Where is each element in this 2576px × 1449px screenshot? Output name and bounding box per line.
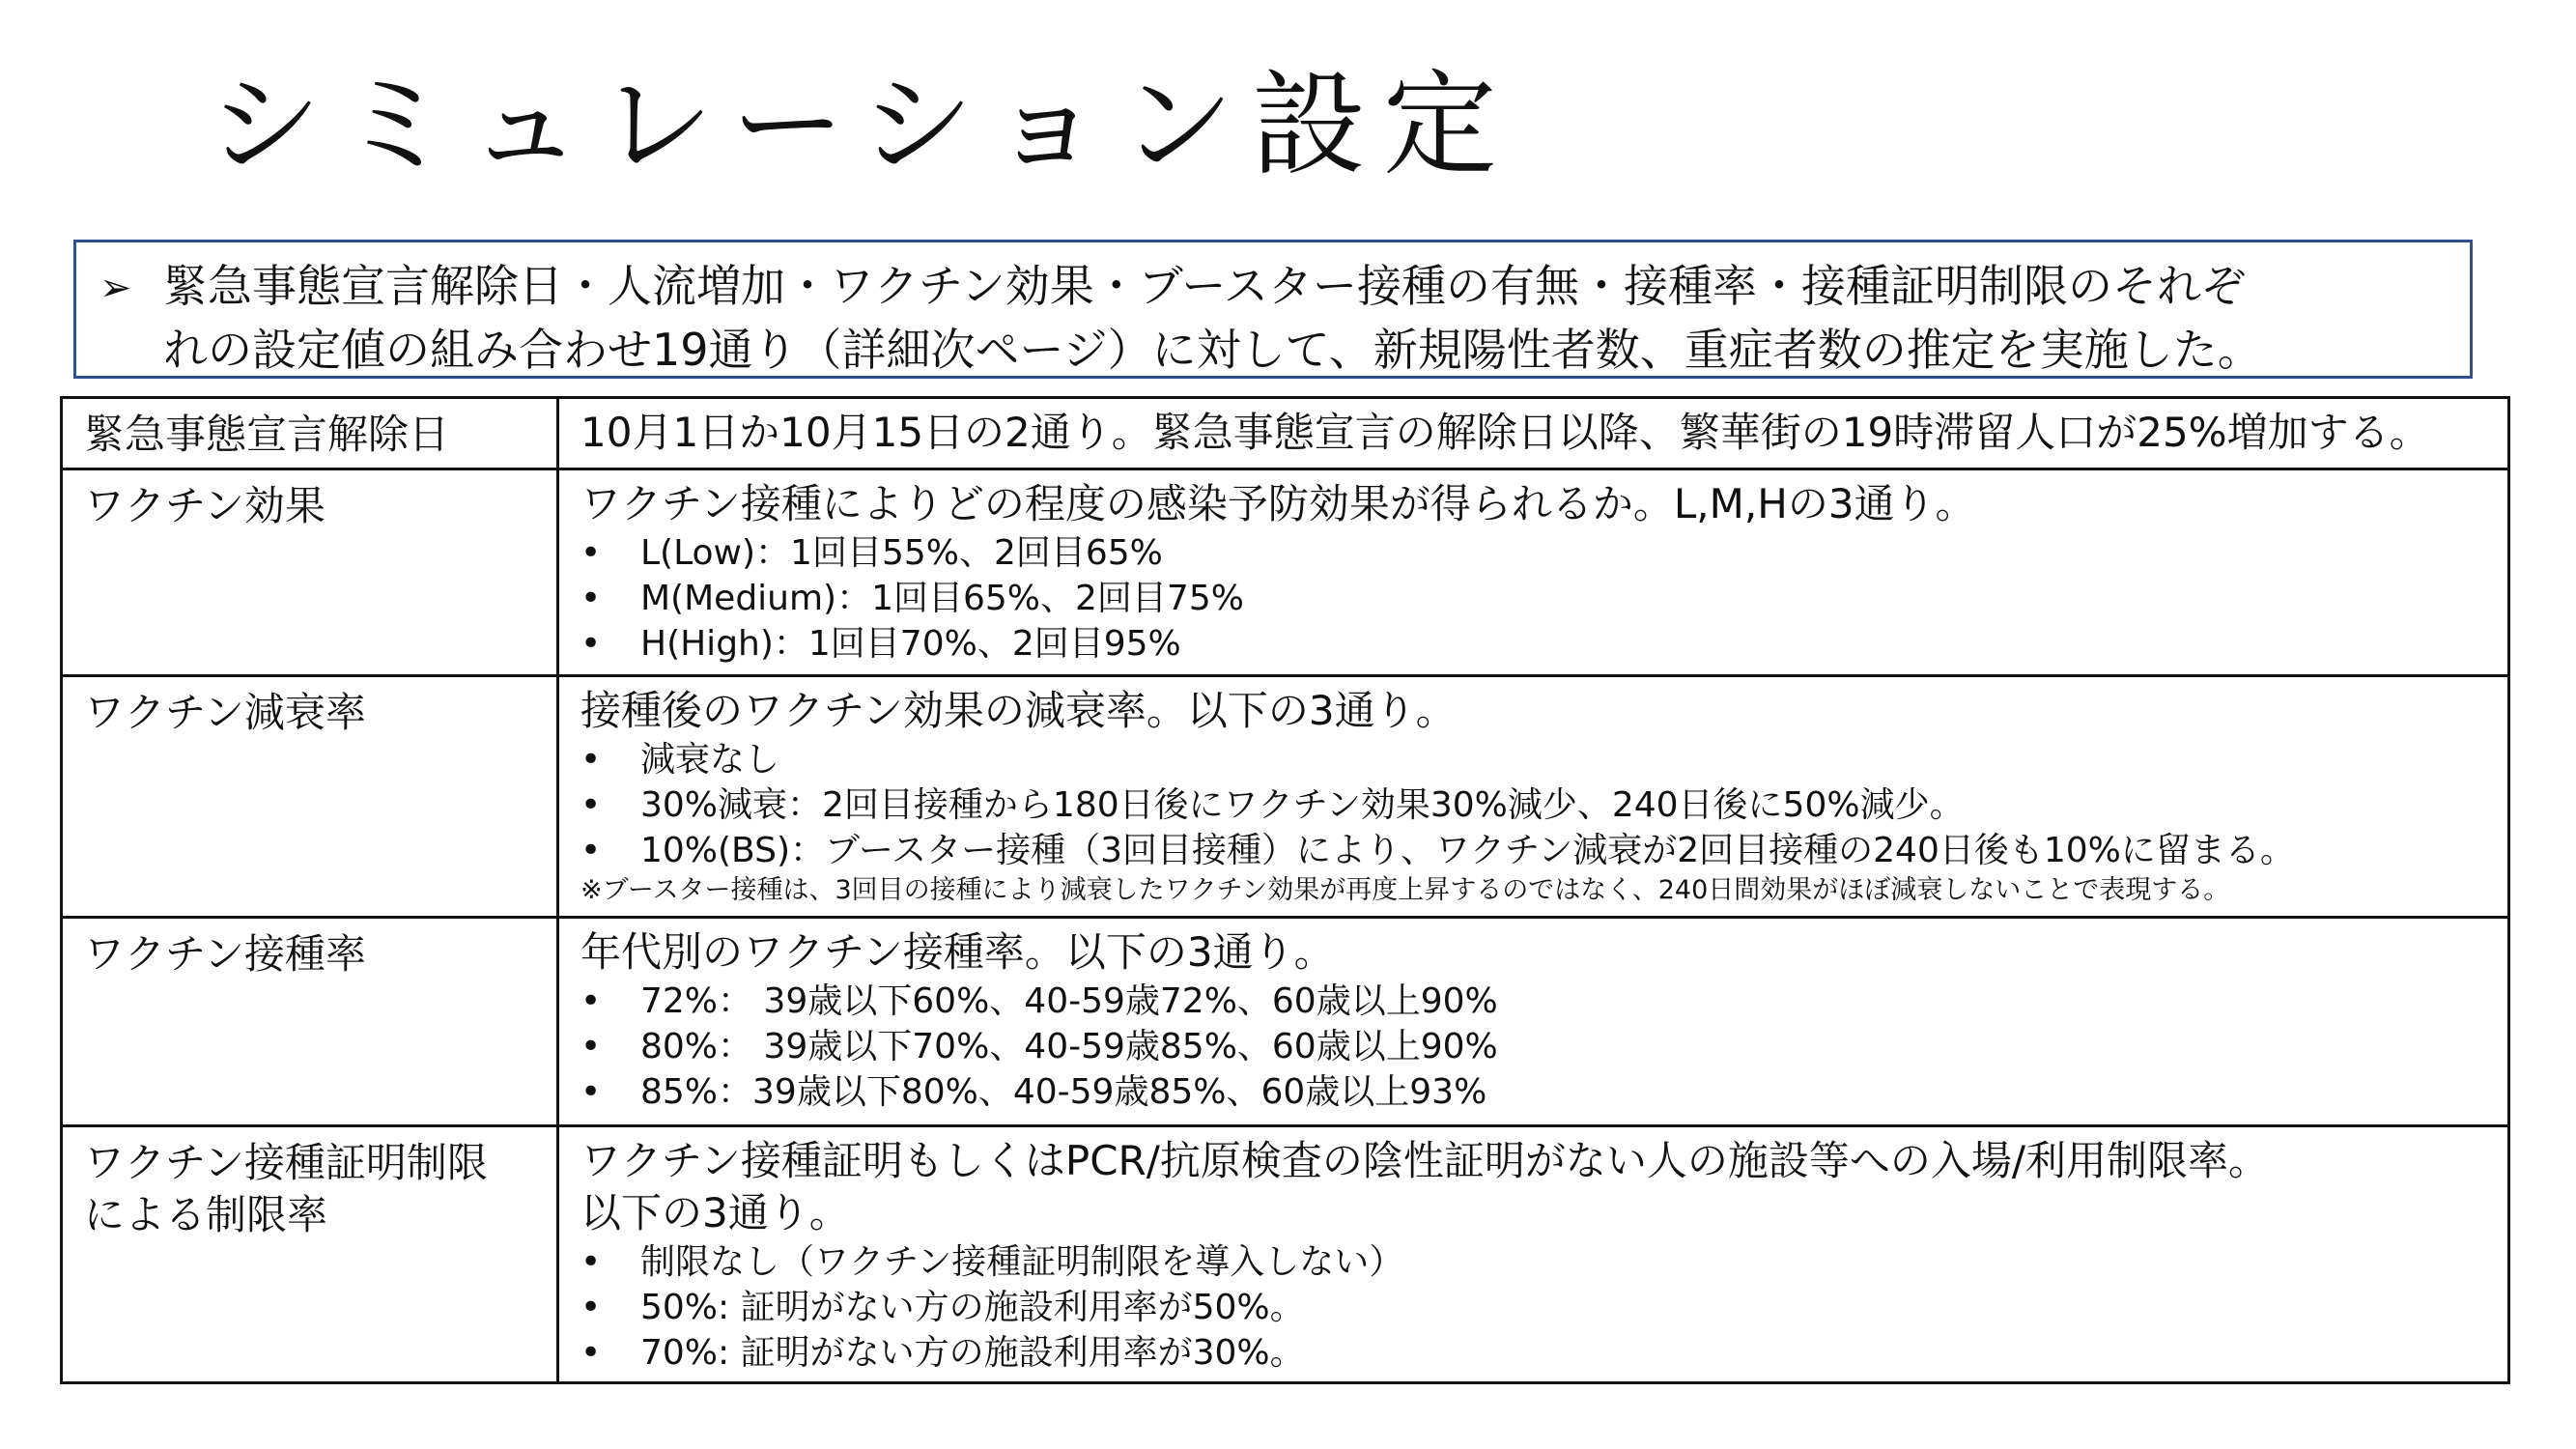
bullet-list (580, 979, 2498, 1115)
list-item: • 70%: 証明がない方の施設利用率が30%。 (580, 1330, 2498, 1376)
list-item: • 10%(BS)：ブースター接種（3回目接種）により、ワクチン減衰が2回目接種の240日後も10%に留まる。 (580, 828, 2498, 873)
table-row (62, 676, 2509, 918)
summary-line-2: れの設定値の組み合わせ19通り（詳細次ページ）に対して、新規陽性者数、重症者数の推定を実施した。 (163, 324, 2262, 376)
row-content (558, 1126, 2509, 1383)
footnote: ※ブースター接種は、3回目の接種により減衰したワクチン効果が再度上昇するのではなく、240日間効果がほぼ減衰しないことで表現する。 (580, 875, 2230, 905)
list-item: • 減衰なし (580, 737, 2498, 782)
row-content (558, 469, 2509, 676)
settings-table (60, 396, 2510, 1384)
list-item: • 80%： 39歳以下70%、40-59歳85%、60歳以上90% (580, 1024, 2498, 1069)
table-row (62, 469, 2509, 676)
row-description-line-2: 以下の3通り。 (580, 1189, 850, 1236)
row-description: 接種後のワクチン効果の減衰率。以下の3通り。 (580, 687, 1457, 734)
list-item: • H(High)：1回目70%、2回目95% (580, 621, 2498, 667)
summary-box (73, 240, 2473, 379)
row-label-line-1: ワクチン接種証明制限 (84, 1139, 488, 1186)
page-title: シミュレーション設定 (208, 58, 1514, 191)
list-item: • 30%減衰：2回目接種から180日後にワクチン効果30%減少、240日後に50%減少。 (580, 782, 2498, 828)
list-item: • 72%： 39歳以下60%、40-59歳72%、60歳以上90% (580, 979, 2498, 1024)
table-row (62, 398, 2509, 469)
table-row (62, 1126, 2509, 1383)
bullet-list (580, 737, 2498, 873)
summary-line-1: 緊急事態宣言解除日・人流増加・ワクチン効果・ブースター接種の有無・接種率・接種証明制限のそれぞ (163, 260, 2247, 312)
row-label: ワクチン効果 (62, 469, 558, 676)
row-description: 年代別のワクチン接種率。以下の3通り。 (580, 928, 1335, 976)
row-label: ワクチン接種率 (62, 918, 558, 1126)
list-item: • M(Medium)：1回目65%、2回目75% (580, 576, 2498, 621)
list-item: • 制限なし（ワクチン接種証明制限を導入しない） (580, 1239, 2498, 1285)
row-content (558, 398, 2509, 469)
row-content (558, 676, 2509, 918)
row-content (558, 918, 2509, 1126)
list-item: • 50%: 証明がない方の施設利用率が50%。 (580, 1285, 2498, 1330)
list-item: • L(Low)：1回目55%、2回目65% (580, 530, 2498, 576)
row-label-line-2: による制限率 (84, 1191, 328, 1238)
row-label: 緊急事態宣言解除日 (62, 398, 558, 469)
table-row (62, 918, 2509, 1126)
row-description: ワクチン接種によりどの程度の感染予防効果が得られるか。L,M,Hの3通り。 (580, 480, 1976, 527)
arrow-bullet-icon: ➢ (99, 266, 132, 310)
row-label: ワクチン減衰率 (62, 676, 558, 918)
row-label (62, 1126, 558, 1383)
list-item: • 85%：39歳以下80%、40-59歳85%、60歳以上93% (580, 1069, 2498, 1115)
row-description: 10月1日か10月15日の2通り。緊急事態宣言の解除日以降、繁華街の19時滞留人口が25%増加する。 (580, 409, 2430, 456)
bullet-list (580, 1239, 2498, 1376)
row-description-line-1: ワクチン接種証明もしくはPCR/抗原検査の陰性証明がない人の施設等への入場/利用制限率。 (580, 1137, 2270, 1184)
bullet-list (580, 530, 2498, 667)
